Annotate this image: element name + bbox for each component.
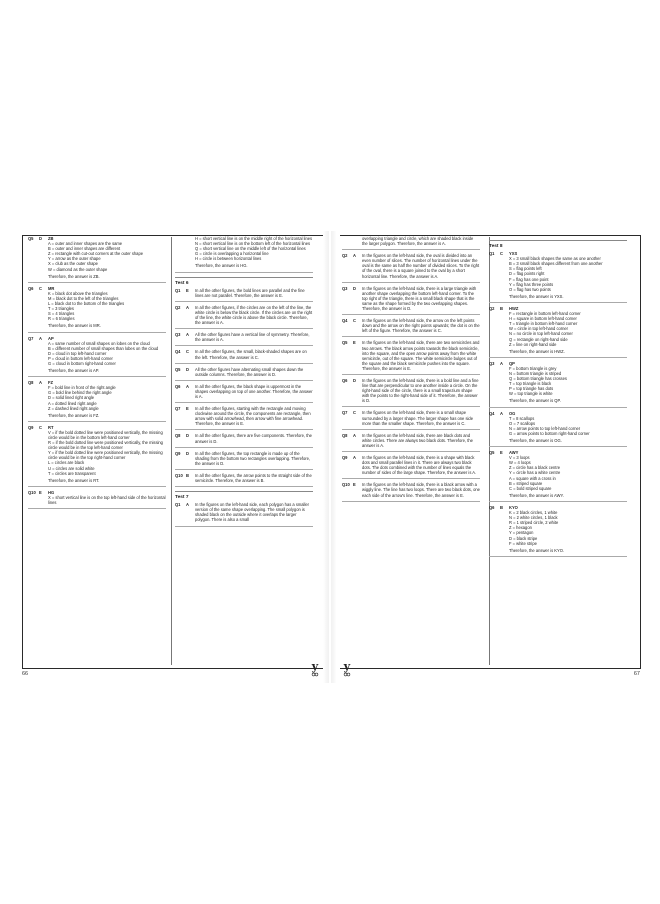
answer-code: AP bbox=[48, 335, 54, 341]
entry-separator bbox=[175, 380, 313, 381]
publisher-logo-icon bbox=[309, 659, 321, 677]
answer-code: MR bbox=[48, 285, 55, 291]
answer-letter: D bbox=[186, 433, 189, 439]
answer-letter: E bbox=[353, 482, 356, 488]
explanation-line: Q = rectangle on right-hand side bbox=[509, 336, 568, 342]
question-number: Q3 bbox=[489, 360, 495, 366]
question-number: Q7 bbox=[28, 335, 34, 341]
explanation-line: X = 3 small black shapes the same as one another bbox=[509, 256, 601, 262]
explanation-line: T = circles are transparent bbox=[48, 470, 96, 476]
answer-letter: C bbox=[39, 285, 42, 291]
entry-separator bbox=[175, 301, 313, 302]
answer-entry bbox=[342, 482, 480, 497]
explanation-line: H = square in bottom left-hand corner bbox=[509, 316, 577, 322]
answer-entry bbox=[342, 286, 480, 311]
question-number: Q2 bbox=[489, 305, 495, 311]
question-number: Q10 bbox=[342, 482, 350, 488]
answer-entry bbox=[28, 336, 166, 374]
test-heading: Test 8 bbox=[489, 240, 627, 249]
answer-entry bbox=[489, 505, 627, 553]
left-page bbox=[22, 229, 326, 684]
question-number: Q4 bbox=[342, 318, 348, 324]
question-number: Q10 bbox=[28, 489, 36, 495]
answer-entry bbox=[175, 349, 313, 359]
right-page-column-1 bbox=[342, 236, 480, 505]
answer-conclusion: Therefore, the answer is ZB. bbox=[48, 273, 100, 279]
entry-separator bbox=[342, 501, 480, 502]
answer-conclusion: Therefore, the answer is MR. bbox=[48, 323, 101, 329]
explanation-line: F = flag has one point bbox=[509, 276, 549, 282]
question-number: Q4 bbox=[489, 410, 495, 416]
left-page-column-2 bbox=[175, 236, 313, 530]
explanation-line: In the figures on the left-hand side, there is a large triangle with another shape overlapping the bottom left-hand corner. To the top right of the triangle, there is a small black shape that is the same as the shape formed by the two overlapping shapes. Therefore, the answer is D. bbox=[362, 285, 477, 312]
answer-letter: A bbox=[186, 304, 189, 310]
answer-letter: A bbox=[353, 432, 356, 438]
explanation-line: L = circles are black bbox=[48, 460, 85, 466]
answer-entry bbox=[342, 378, 480, 403]
explanation-line: F = rectangle in bottom left-hand corner bbox=[509, 311, 581, 317]
answer-letter: B bbox=[186, 472, 189, 478]
question-number: Q1 bbox=[175, 502, 181, 508]
explanation-line: P = top triangle has dots bbox=[509, 386, 554, 392]
explanation-line: In all the other figures, the small, black-shaded shapes are on the left. Therefore, the answer is C. bbox=[195, 349, 307, 360]
explanation-line: F = white stripe bbox=[509, 540, 537, 546]
answer-entry bbox=[342, 340, 480, 371]
answer-entry bbox=[28, 236, 166, 279]
explanation-line: D = flag points right bbox=[509, 271, 545, 277]
explanation-line: All the other figures have a vertical line of symmetry. Therefore, the answer is A. bbox=[195, 332, 310, 343]
explanation-line: In all the other figures, the black shape is uppermost in the shapes overlapping on top of one another. Therefore, the answer is A. bbox=[195, 383, 313, 399]
answer-entry bbox=[175, 305, 313, 325]
question-number: Q10 bbox=[175, 472, 183, 478]
test-heading: Test 6 bbox=[175, 277, 313, 286]
question-number: Q9 bbox=[175, 450, 181, 456]
entry-separator bbox=[175, 447, 313, 448]
question-number: Q9 bbox=[342, 455, 348, 460]
answer-conclusion: Therefore, the answer is OG. bbox=[509, 438, 562, 443]
explanation-line: In the figures on the left-hand side, there are black dots and white circles. There are always two black dots. Therefore, the answer is A. bbox=[362, 432, 473, 448]
explanation-line: B = different number of small shapes than lobes on the cloud bbox=[48, 345, 159, 351]
answer-letter: A bbox=[500, 360, 503, 366]
answer-letter: C bbox=[186, 349, 189, 355]
entry-separator bbox=[28, 421, 166, 422]
right-page-column-2 bbox=[489, 236, 627, 560]
explanation-line: L = black dot to the bottom of the triangles bbox=[48, 301, 125, 307]
answer-letter: A bbox=[186, 332, 189, 338]
answer-letter: C bbox=[353, 318, 356, 324]
explanation-line: In the figures on the left-hand side, the arrow on the left points down and the arrow on the right points upwards; the dot is on the left of the figure. Therefore, the answer is C. bbox=[362, 318, 480, 334]
entry-separator bbox=[175, 486, 313, 487]
explanation-line: K = 2 black circles, 1 white bbox=[509, 510, 558, 516]
entry-separator bbox=[342, 478, 480, 479]
explanation-line: H = short vertical line is on the middle right of the horizontal lines bbox=[195, 236, 313, 241]
answer-letter: C bbox=[39, 424, 42, 430]
explanation-line: T = 8 scallops bbox=[509, 415, 535, 421]
question-number: Q1 bbox=[489, 251, 495, 257]
explanation-line: H = circle is between horizontal lines bbox=[195, 256, 262, 262]
explanation-line: In the figures on the left-hand side, there is a shape with black dots and small parallel lines in it. There are always two black dots. The dots combined with the number of lines equals the number of sides of the large shape. Therefore, the answer is A. bbox=[362, 455, 477, 476]
explanation-line: N = arrow points to top left-hand corner bbox=[509, 425, 581, 431]
entry-separator bbox=[489, 357, 627, 358]
explanation-line: W = top triangle is white bbox=[509, 391, 553, 397]
page-number: 66 bbox=[22, 671, 29, 677]
explanation-line: B = striped square bbox=[509, 480, 543, 486]
answer-letter: B bbox=[500, 504, 503, 510]
entry-separator bbox=[342, 314, 480, 315]
answer-conclusion: Therefore, the answer is KYO. bbox=[509, 547, 565, 553]
explanation-line: N = bottom triangle is striped bbox=[509, 370, 562, 376]
answer-letter: A bbox=[353, 455, 356, 460]
question-number: Q3 bbox=[175, 332, 181, 338]
explanation-line: A = dotted lined right angle bbox=[48, 400, 97, 406]
explanation-line: In all the other figures, the bold lines are parallel and the fine lines are not parallel. Therefore, the answer is E. bbox=[195, 287, 305, 298]
answer-entry bbox=[342, 410, 480, 425]
column-divider bbox=[171, 237, 172, 665]
answer-letter: A bbox=[500, 410, 503, 416]
page-number: 67 bbox=[633, 671, 640, 677]
explanation-line: In all the other figures, if the circles are on the left of the line, the white circle is below the black circle. If the circles are on the right of the line, the white circle is above the black circle. Therefore, the answer is A. bbox=[195, 304, 313, 326]
entry-separator bbox=[342, 336, 480, 337]
svg-text:y: y bbox=[343, 660, 351, 673]
explanation-line: V = 3 loops bbox=[509, 455, 530, 461]
question-number: Q6 bbox=[489, 504, 495, 510]
question-number: Q4 bbox=[175, 349, 181, 355]
book-gutter bbox=[329, 231, 331, 683]
answer-conclusion: Therefore, the answer is AP. bbox=[48, 368, 100, 374]
explanation-line: In all the other figures, the arrow points to the straight side of the semicircle. Therefore, the answer is B. bbox=[195, 472, 312, 483]
explanation-line: In the figures on the left-hand side, there are two semicircles and two arrows. The black arrow points towards the black semicircle, into the square, and the open arrow points away from the white semicircle, out of the square. The white semicircle bulges out of the square and the black semicircle pushes into the square. Therefore, the answer is E. bbox=[362, 340, 480, 371]
answer-letter: D bbox=[353, 377, 356, 383]
answer-letter: D bbox=[186, 450, 189, 456]
explanation-line: F = bold line in front of the right angle bbox=[48, 385, 116, 391]
question-number: Q6 bbox=[175, 383, 181, 389]
entry-separator bbox=[489, 407, 627, 408]
question-number: Q6 bbox=[28, 285, 34, 291]
explanation-line: D = black stripe bbox=[509, 535, 538, 541]
right-page bbox=[336, 229, 640, 684]
entry-separator bbox=[175, 402, 313, 403]
explanation-line: R = 1 striped circle, 2 white bbox=[509, 520, 559, 526]
answer-code: AWY bbox=[509, 450, 519, 456]
answer-code: YXS bbox=[509, 251, 518, 257]
explanation-line: O = flag has two points bbox=[509, 286, 551, 292]
explanation-line: A = outer and inner shapes are the same bbox=[48, 241, 123, 247]
test-heading: Test 7 bbox=[175, 491, 313, 500]
answer-entry bbox=[175, 473, 313, 483]
entry-separator bbox=[28, 332, 166, 333]
entry-separator bbox=[342, 374, 480, 375]
explanation-line: Z = dashed lined right angle bbox=[48, 405, 99, 411]
answer-letter: B bbox=[500, 305, 503, 311]
explanation-line: D = cloud in top left-hand corner bbox=[48, 350, 107, 356]
answer-letter: E bbox=[353, 340, 356, 346]
explanation-line: C = bold striped square bbox=[509, 485, 552, 491]
answer-code: OG bbox=[509, 410, 516, 416]
question-number: Q9 bbox=[28, 424, 34, 430]
explanation-line: In the figures on the left-hand side, each polygon has a smaller version of the same shape overlapping. The small polygon is shaded black on the outside where it overlaps the larger polygon. There is also a small bbox=[195, 502, 310, 523]
explanation-line: Q = short vertical line on the middle left of the horizontal lines bbox=[195, 246, 306, 252]
answer-entry bbox=[489, 361, 627, 404]
entry-separator bbox=[175, 429, 313, 430]
explanation-line: In the figures on the left-hand side, there is a bold line and a fine line that are perpendicular to one another inside a circle. On the right-hand side of the circle, there is a small trapezium shape with the points to the right-hand side of it. Therefore, the answer is D. bbox=[362, 377, 479, 404]
question-number: Q2 bbox=[175, 304, 181, 310]
explanation-line: In all the other figures, starting with the rectangle and moving clockwise around the circle, the components are rectangle, then arrow with solid arrowhead, then arrow with fine arrowhead. Therefore, the answer is E. bbox=[195, 406, 311, 427]
explanation-line: T = top triangle is black bbox=[509, 381, 552, 387]
answer-entry bbox=[489, 450, 627, 498]
answer-code: RT bbox=[48, 424, 54, 430]
explanation-line: R = if the bold dotted line were positioned vertically, the missing circle would be in the top left-hand corner bbox=[48, 440, 163, 451]
explanation-line: T = triangle in bottom left-hand corner bbox=[509, 321, 578, 327]
entry-separator bbox=[342, 406, 480, 407]
answer-entry bbox=[342, 318, 480, 333]
answer-letter: E bbox=[500, 450, 503, 456]
answer-entry bbox=[28, 425, 166, 483]
explanation-line: N = no circle in top left-hand corner bbox=[509, 331, 573, 337]
explanation-line: X = club as the outer shape bbox=[48, 261, 98, 267]
question-number: Q6 bbox=[342, 377, 348, 383]
question-number: Q5 bbox=[342, 340, 348, 346]
answer-code: KYO bbox=[509, 504, 518, 510]
explanation-line: A = same number of small shapes on lobes on the cloud bbox=[48, 340, 150, 346]
answer-letter: E bbox=[186, 287, 189, 293]
question-number: Q5 bbox=[28, 236, 34, 241]
explanation-line: W = 4 loops bbox=[509, 460, 531, 466]
entry-separator bbox=[175, 328, 313, 329]
explanation-line: All the other figures have alternating small shapes down the outside columns. Therefore, the answer is D. bbox=[195, 366, 304, 377]
question-number: Q5 bbox=[175, 366, 181, 372]
entry-separator bbox=[342, 451, 480, 452]
explanation-line: U = circles are solid white bbox=[48, 465, 95, 471]
answer-entry bbox=[489, 251, 627, 299]
answer-entry bbox=[175, 502, 313, 522]
explanation-line: O = 7 scallops bbox=[509, 420, 536, 426]
answer-letter: D bbox=[186, 366, 189, 372]
answer-entry bbox=[342, 433, 480, 448]
explanation-line: G = cloud in bottom right-hand corner bbox=[48, 360, 116, 366]
explanation-line: Z = circle has a black centre bbox=[509, 465, 561, 471]
entry-separator bbox=[28, 508, 166, 509]
explanation-line: Y = flag has three points bbox=[509, 281, 554, 287]
answer-entry bbox=[28, 490, 166, 505]
svg-text:y: y bbox=[311, 660, 319, 673]
explanation-line: A = square with a cross in bbox=[509, 475, 556, 481]
explanation-line: R = 6 triangles bbox=[48, 316, 75, 322]
explanation-line: W = circle in top left-hand corner bbox=[509, 326, 569, 332]
answer-entry bbox=[342, 236, 480, 246]
answer-code: HG bbox=[48, 489, 55, 495]
question-number: Q8 bbox=[28, 380, 34, 386]
explanation-line: Y = arrow as the outer shape bbox=[48, 256, 101, 262]
entry-separator bbox=[175, 363, 313, 364]
answer-conclusion: Therefore, the answer is HG. bbox=[195, 263, 248, 269]
explanation-line: G = bold line behind the right angle bbox=[48, 390, 112, 396]
explanation-line: G = arrow points to bottom right-hand corner bbox=[509, 430, 590, 436]
answer-entry bbox=[175, 332, 313, 342]
answer-conclusion: Therefore, the answer is RT. bbox=[48, 477, 100, 483]
answer-conclusion: Therefore, the answer is QP. bbox=[509, 398, 561, 404]
question-number: Q5 bbox=[489, 450, 495, 456]
explanation-line: Z = line on right-hand side bbox=[509, 341, 557, 347]
entry-separator bbox=[489, 302, 627, 303]
answer-letter: A bbox=[39, 335, 42, 341]
entry-separator bbox=[342, 282, 480, 283]
explanation-line: Y = pentagon bbox=[509, 530, 534, 536]
explanation-line: In all the other figures, there are five components. Therefore, the answer is D. bbox=[195, 433, 312, 444]
explanation-line: Y = circle has a white centre bbox=[509, 470, 561, 476]
explanation-line: P = cloud in bottom left-hand corner bbox=[48, 355, 113, 361]
entry-separator bbox=[342, 429, 480, 430]
answer-letter: A bbox=[186, 502, 189, 508]
entry-separator bbox=[489, 446, 627, 447]
explanation-line: In the figures on the left-hand side, the oval is divided into an even number of slices. The number of horizontal lines under the oval is the same as half the number of divided slices. To the right of the oval, there is a square joined to the oval by a short horizontal line. Therefore, the answer is A. bbox=[362, 253, 480, 279]
explanation-line: B = 3 small black shapes different from one another bbox=[509, 261, 603, 267]
answer-code: QP bbox=[509, 360, 515, 366]
explanation-line: Z = hexagon bbox=[509, 525, 532, 531]
answer-entry bbox=[28, 380, 166, 418]
answer-conclusion: Therefore, the answer is FZ. bbox=[48, 412, 100, 418]
answer-entry bbox=[175, 406, 313, 426]
answer-letter: A bbox=[39, 380, 42, 386]
answer-entry bbox=[175, 236, 313, 269]
answer-entry bbox=[489, 306, 627, 354]
answer-code: ZB bbox=[48, 236, 54, 241]
entry-separator bbox=[489, 501, 627, 502]
explanation-line: Z = rectangle with cut-out corners at the outer shape bbox=[48, 251, 144, 257]
answer-entry bbox=[342, 253, 480, 278]
question-number: Q7 bbox=[342, 410, 348, 416]
explanation-line: overlapping triangle and circle, which are shaded black inside the larger polygon. Therefore, the answer is A. bbox=[362, 236, 474, 247]
entry-separator bbox=[175, 469, 313, 470]
answer-letter: A bbox=[186, 383, 189, 389]
explanation-line: In all the other figures, the top rectangle is made up of the shading from the bottom two rectangles overlapping. Therefore, the answer is D. bbox=[195, 450, 311, 466]
answer-conclusion: Therefore, the answer is YXS. bbox=[509, 293, 564, 299]
answer-letter: E bbox=[186, 406, 189, 412]
question-number: Q8 bbox=[342, 432, 348, 438]
explanation-line: D = solid lined right angle bbox=[48, 395, 95, 401]
answer-entry bbox=[175, 384, 313, 399]
entry-separator bbox=[28, 376, 166, 377]
explanation-line: K = black dot above the triangles bbox=[48, 290, 108, 296]
question-number: Q7 bbox=[175, 406, 181, 412]
answer-conclusion: Therefore, the answer is HWZ. bbox=[509, 348, 565, 354]
answer-entry bbox=[175, 367, 313, 377]
explanation-line: In the figures on the left-hand side, there is a black arrow with a wiggly line. The line has two loops. There are two black dots, one each side of the arrow's line. Therefore, the answer is E. bbox=[362, 482, 480, 498]
answer-entry bbox=[489, 411, 627, 444]
answer-letter: A bbox=[353, 253, 356, 259]
entry-separator bbox=[342, 249, 480, 250]
entry-separator bbox=[28, 282, 166, 283]
explanation-line: N = short vertical line is on the bottom left of the horizontal lines bbox=[195, 241, 311, 247]
answer-conclusion: Therefore, the answer is AWY. bbox=[509, 492, 564, 498]
question-number: Q2 bbox=[342, 253, 348, 259]
explanation-line: T = 3 triangles bbox=[48, 306, 74, 312]
question-number: Q1 bbox=[175, 287, 181, 293]
explanation-line: S = 4 triangles bbox=[48, 311, 75, 317]
answer-entry bbox=[175, 288, 313, 298]
answer-letter: D bbox=[353, 285, 356, 291]
explanation-line: B = outer and inner shapes are different bbox=[48, 246, 121, 252]
explanation-line: W = diamond as the outer shape bbox=[48, 266, 108, 272]
answer-entry bbox=[175, 451, 313, 466]
publisher-logo-icon bbox=[341, 659, 353, 677]
answer-letter: D bbox=[39, 236, 42, 241]
question-number: Q8 bbox=[175, 433, 181, 439]
question-number: Q3 bbox=[342, 285, 348, 291]
explanation-line: In the figures on the left-hand side, there is a small shape surrounded by a larger shape. The larger shape has one side more than the smaller shape. Therefore, the answer is C. bbox=[362, 410, 473, 426]
explanation-line: G = circle is overlapping a horizontal line bbox=[195, 251, 269, 257]
explanation-line: V = if the bold dotted line were positioned vertically, the missing circle would be in the bottom left-hand corner bbox=[48, 429, 163, 440]
explanation-line: Q = bottom triangle has crosses bbox=[509, 376, 567, 382]
answer-code: FZ bbox=[48, 380, 54, 386]
entry-separator bbox=[175, 526, 313, 527]
entry-separator bbox=[28, 486, 166, 487]
answer-letter: C bbox=[500, 251, 503, 257]
answer-letter: C bbox=[353, 410, 356, 416]
answer-code: HWZ bbox=[509, 305, 519, 311]
answer-letter: E bbox=[39, 489, 42, 495]
explanation-line: Y = if the bold dotted line were positioned vertically, the missing circle would be in the top right-hand corner bbox=[48, 450, 163, 461]
explanation-line: X = short vertical line is on the top left-hand side of the horizontal lines bbox=[48, 494, 166, 506]
answer-entry bbox=[175, 433, 313, 443]
entry-separator bbox=[175, 345, 313, 346]
explanation-line: M = black dot to the left of the triangles bbox=[48, 295, 119, 301]
entry-separator bbox=[489, 556, 627, 557]
answer-entry bbox=[342, 455, 480, 475]
explanation-line: S = flag points left bbox=[509, 266, 542, 272]
answer-entry bbox=[28, 286, 166, 329]
explanation-line: N = 2 white circles, 1 black bbox=[509, 515, 558, 521]
left-page-column-1 bbox=[28, 236, 166, 512]
entry-separator bbox=[175, 272, 313, 273]
explanation-line: F = bottom triangle is grey bbox=[509, 365, 557, 371]
